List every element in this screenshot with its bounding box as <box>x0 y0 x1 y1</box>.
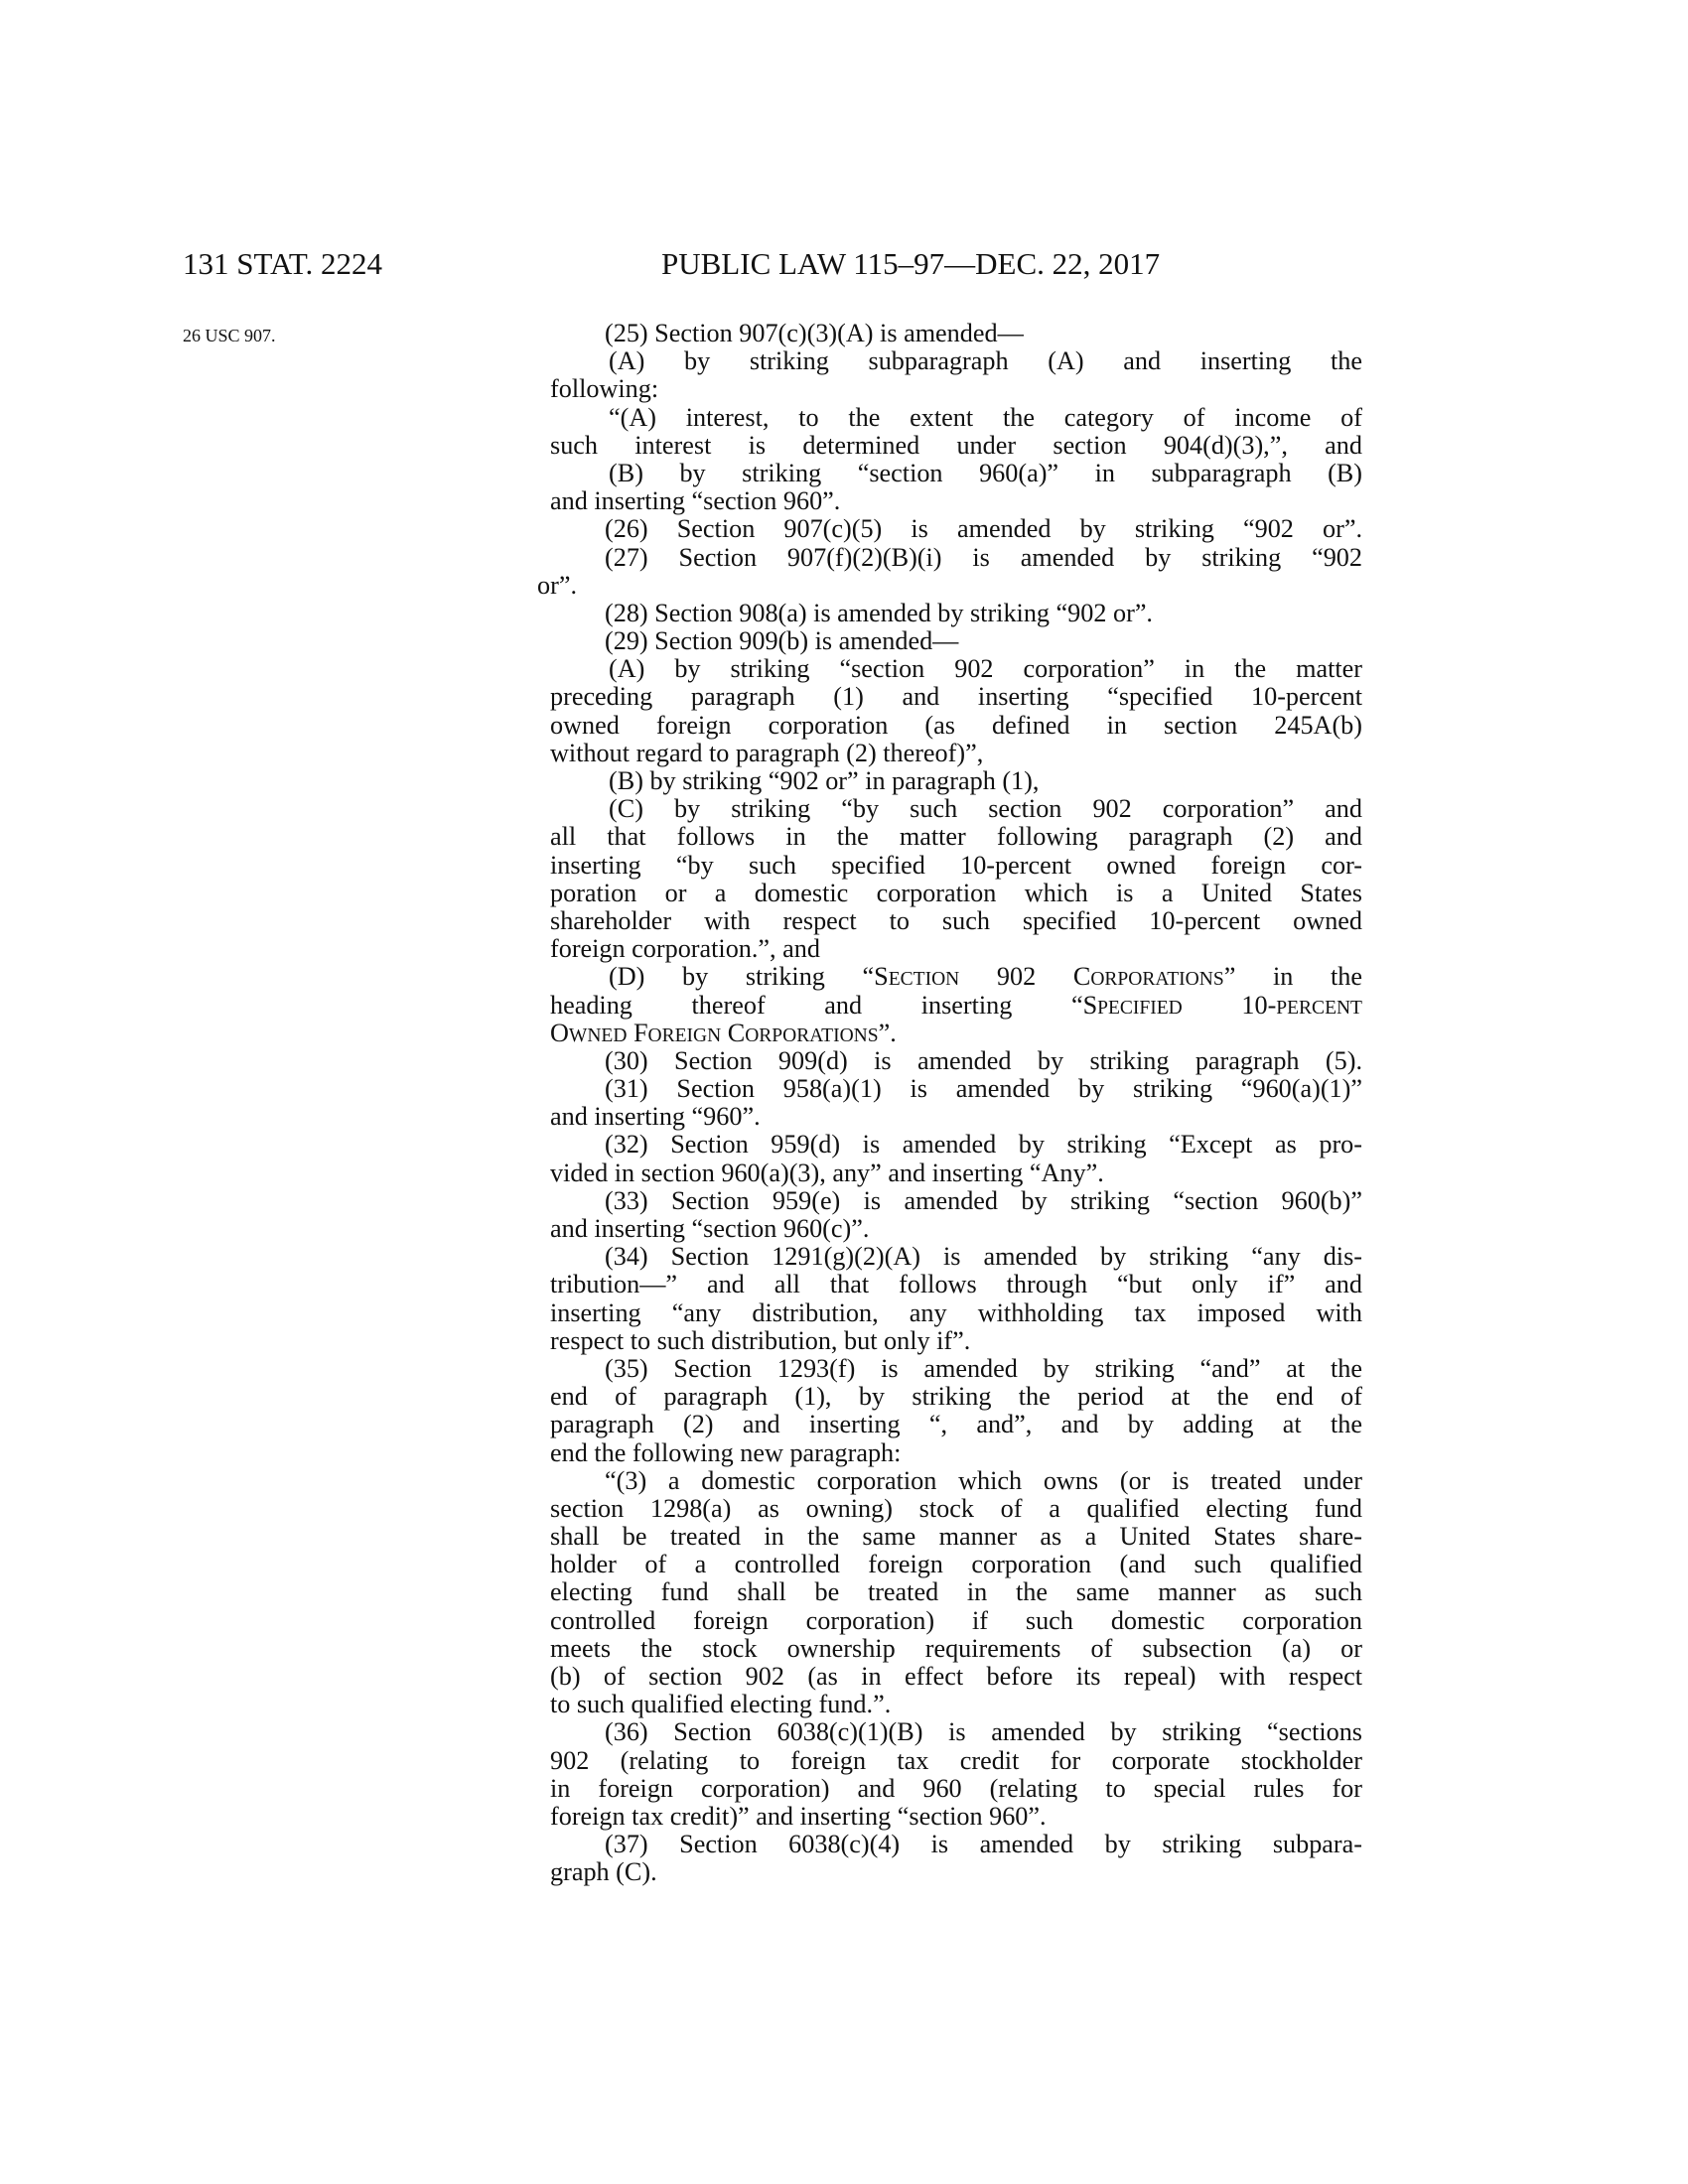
text-line: in foreign corporation) and 960 (relating to special rules for <box>550 1773 1362 1803</box>
text-line: preceding paragraph (1) and inserting “specified 10-percent <box>550 682 1362 712</box>
text-line: vided in section 960(a)(3), any” and inserting “Any”. <box>550 1158 1104 1187</box>
statute-page-reference: 131 STAT. 2224 <box>183 246 383 281</box>
text-line: end the following new paragraph: <box>550 1437 902 1467</box>
text-line: inserting “any distribution, any withholding tax imposed with <box>550 1297 1362 1327</box>
text-line: following: <box>550 374 659 404</box>
text-line: (A) by striking “section 902 corporation” in the matter <box>609 654 1362 684</box>
text-line: shall be treated in the same manner as a United States share- <box>550 1522 1362 1552</box>
text-line: or”. <box>537 570 577 600</box>
text-line: to such qualified electing fund.”. <box>550 1690 892 1719</box>
text-line: poration or a domestic corporation which is a United States <box>550 878 1362 907</box>
public-law-title: PUBLIC LAW 115–97—DEC. 22, 2017 <box>661 246 1161 281</box>
text-line: foreign tax credit)” and inserting “section 960”. <box>550 1801 1047 1831</box>
text-line: owned foreign corporation (as defined in section 245A(b) <box>550 710 1362 740</box>
text-line: OWNED FOREIGN CORPORATIONS”. <box>550 1018 897 1047</box>
text-line: (32) Section 959(d) is amended by striking “Except as pro- <box>605 1130 1362 1160</box>
text-line: heading thereof and inserting “SPECIFIED 10-PERCENT <box>550 990 1362 1020</box>
text-line: (30) Section 909(d) is amended by striking paragraph (5). <box>605 1045 1362 1075</box>
text-line: respect to such distribution, but only if”. <box>550 1325 971 1355</box>
text-line: (26) Section 907(c)(5) is amended by striking “902 or”. <box>605 514 1362 544</box>
text-line: all that follows in the matter following paragraph (2) and <box>550 822 1362 852</box>
text-line: such interest is determined under section 904(d)(3),”, and <box>550 430 1362 460</box>
text-line: controlled foreign corporation) if such domestic corporation <box>550 1605 1362 1635</box>
text-line: section 1298(a) as owning) stock of a qualified electing fund <box>550 1493 1362 1523</box>
text-line: (27) Section 907(f)(2)(B)(i) is amended by striking “902 <box>605 542 1362 572</box>
text-line: “(A) interest, to the extent the category of income of <box>609 402 1362 432</box>
text-line: (28) Section 908(a) is amended by striking “902 or”. <box>605 598 1153 627</box>
text-line: and inserting “960”. <box>550 1102 761 1132</box>
text-line: (C) by striking “by such section 902 corporation” and <box>609 794 1362 824</box>
text-line: (B) by striking “section 960(a)” in subparagraph (B) <box>609 458 1362 487</box>
text-line: end of paragraph (1), by striking the period at the end of <box>550 1382 1362 1412</box>
text-line: meets the stock ownership requirements of subsection (a) or <box>550 1633 1362 1663</box>
text-line: graph (C). <box>550 1857 657 1887</box>
text-line: paragraph (2) and inserting “, and”, and by adding at the <box>550 1410 1362 1439</box>
text-line: and inserting “section 960”. <box>550 486 841 516</box>
text-line: and inserting “section 960(c)”. <box>550 1214 870 1243</box>
text-line: (37) Section 6038(c)(4) is amended by striking subpara- <box>605 1830 1362 1859</box>
text-line: (D) by striking “SECTION 902 CORPORATIONS” in the <box>609 962 1362 992</box>
statute-text-block <box>537 319 1362 1887</box>
text-line: (35) Section 1293(f) is amended by striking “and” at the <box>605 1353 1362 1383</box>
text-line: (29) Section 909(b) is amended— <box>605 626 959 656</box>
text-line: “(3) a domestic corporation which owns (or is treated under <box>605 1465 1362 1495</box>
text-line: (A) by striking subparagraph (A) and inserting the <box>609 346 1362 376</box>
text-line: electing fund shall be treated in the same manner as such <box>550 1577 1362 1607</box>
page-header <box>0 246 1688 286</box>
text-line: (25) Section 907(c)(3)(A) is amended— <box>605 319 1024 347</box>
text-line: (b) of section 902 (as in effect before its repeal) with respect <box>550 1662 1362 1691</box>
text-line: (33) Section 959(e) is amended by striking “section 960(b)” <box>605 1185 1362 1215</box>
text-line: (31) Section 958(a)(1) is amended by striking “960(a)(1)” <box>605 1074 1362 1104</box>
text-line: (36) Section 6038(c)(1)(B) is amended by striking “sections <box>605 1717 1362 1747</box>
text-line: inserting “by such specified 10-percent owned foreign cor- <box>550 850 1362 880</box>
text-line: foreign corporation.”, and <box>550 934 820 964</box>
text-line: without regard to paragraph (2) thereof)”, <box>550 738 984 767</box>
text-line: tribution—” and all that follows through “but only if” and <box>550 1270 1362 1299</box>
text-line: shareholder with respect to such specified 10-percent owned <box>550 905 1362 935</box>
text-line: (B) by striking “902 or” in paragraph (1), <box>609 766 1040 795</box>
text-line: 902 (relating to foreign tax credit for corporate stockholder <box>550 1745 1362 1775</box>
text-line: (34) Section 1291(g)(2)(A) is amended by striking “any dis- <box>605 1242 1362 1272</box>
usc-margin-note: 26 USC 907. <box>183 326 276 345</box>
text-line: holder of a controlled foreign corporation (and such qualified <box>550 1550 1362 1579</box>
